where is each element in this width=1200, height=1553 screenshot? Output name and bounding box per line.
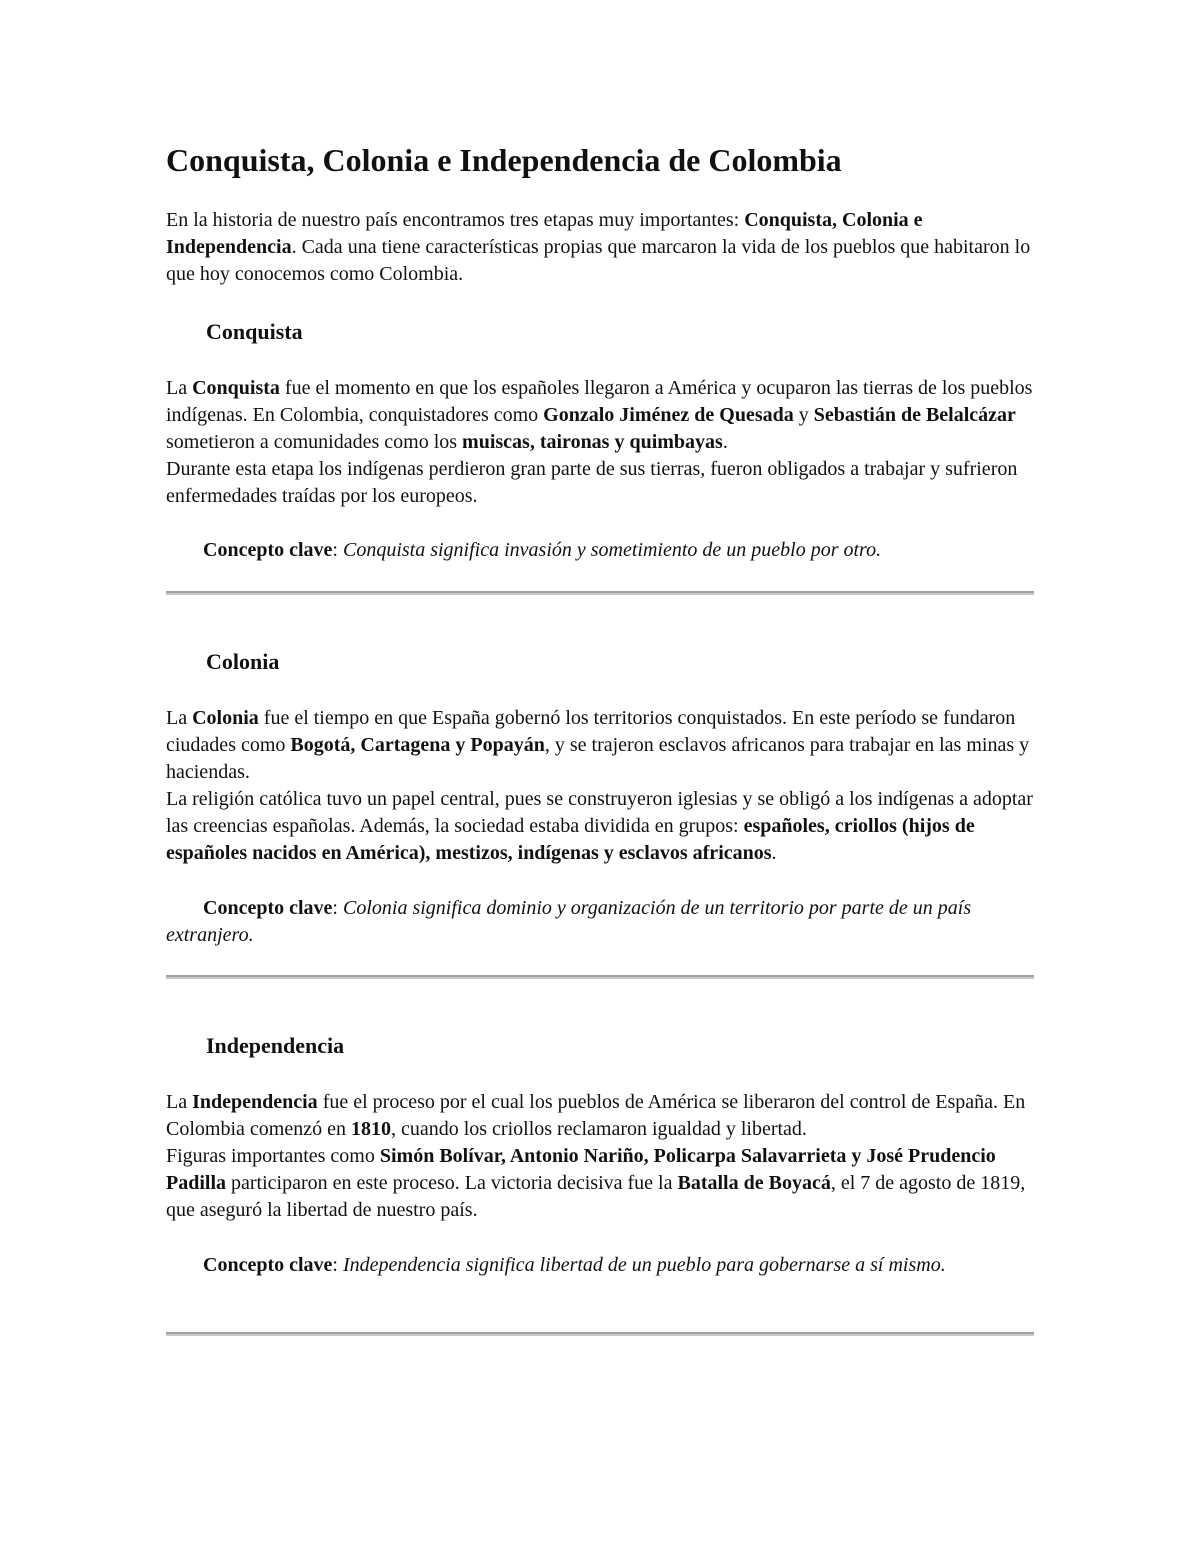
- section-heading-colonia: Colonia: [206, 649, 280, 674]
- section-heading-independencia: Independencia: [206, 1033, 345, 1058]
- section-heading-conquista: Conquista: [206, 319, 303, 344]
- independencia-paragraph: La Independencia fue el proceso por el cual los pueblos de América se liberaron del control de España. En Colombia comenzó en 1810, cuando los criollos reclamaron igualdad y libertad. Figuras importantes como Simón Bolívar, Antonio Nariño, Policarpa Salavarrieta y José Prudencio Padilla participaron en este proceso. La victoria decisiva fue la Batalla de Boyacá, el 7 de agosto de 1819, que aseguró la libertad de nuestro país.: [166, 1091, 1026, 1221]
- section-divider: [166, 591, 1034, 595]
- intro-paragraph: En la historia de nuestro país encontramos tres etapas muy importantes: Conquista, Colonia e Independencia. Cada una tiene características propias que marcaron la vida de los pueblos que habitaron lo que hoy conocemos como Colombia.: [166, 209, 1031, 285]
- colonia-paragraph: La Colonia fue el tiempo en que España gobernó los territorios conquistados. En este período se fundaron ciudades como Bogotá, Cartagena y Popayán, y se trajeron esclavos africanos para trabajar en las minas y haciendas. La religión católica tuvo un papel central, pues se construyeron iglesias y se obligó a los indígenas a adoptar las creencias españolas. Además, la sociedad estaba dividida en grupos: españoles, criollos (hijos de españoles nacidos en América), mestizos, indígenas y esclavos africanos.: [166, 707, 1033, 864]
- independencia-key-concept: Concepto clave: Independencia significa libertad de un pueblo para gobernarse a sí mismo.: [203, 1254, 946, 1276]
- document-title: Conquista, Colonia e Independencia de Colombia: [166, 142, 842, 178]
- section-divider: [166, 1332, 1034, 1336]
- conquista-paragraph: La Conquista fue el momento en que los españoles llegaron a América y ocuparon las tierras de los pueblos indígenas. En Colombia, conquistadores como Gonzalo Jiménez de Quesada y Sebastián de Belalcázar sometieron a comunidades como los muiscas, taironas y quimbayas. Durante esta etapa los indígenas perdieron gran parte de sus tierras, fueron obligados a trabajar y sufrieron enfermedades traídas por los europeos.: [166, 377, 1033, 507]
- section-divider: [166, 975, 1034, 979]
- colonia-key-concept: Concepto clave: Colonia significa dominio y organización de un territorio por parte de un país extranjero.: [166, 897, 972, 946]
- conquista-key-concept: Concepto clave: Conquista significa invasión y sometimiento de un pueblo por otro.: [203, 539, 882, 561]
